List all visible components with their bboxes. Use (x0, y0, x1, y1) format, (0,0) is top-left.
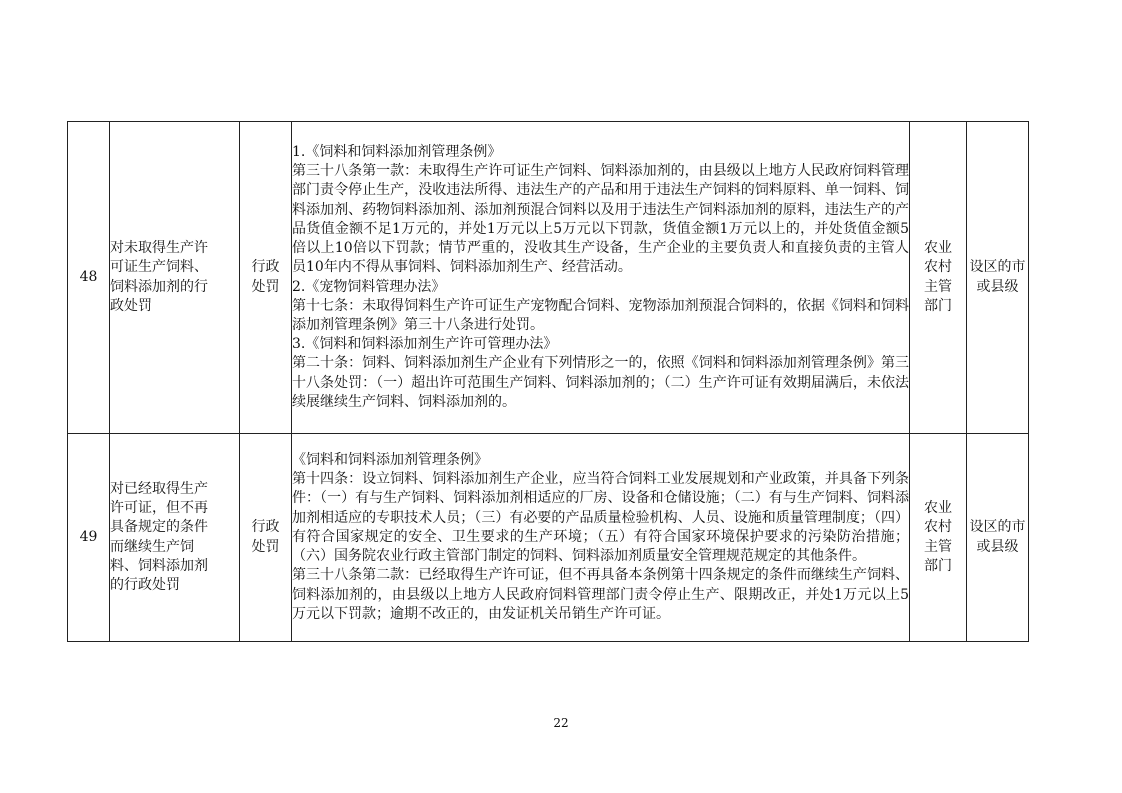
item-name-line: 对未取得生产许 (110, 240, 208, 257)
legal-basis-paragraph: 1.《饲料和饲料添加剂管理条例》 (292, 144, 502, 161)
item-type (240, 122, 292, 434)
department-line: 部门 (924, 557, 952, 574)
legal-basis (292, 434, 910, 642)
legal-basis-paragraph: 第三十八条第一款：未取得生产许可证生产饲料、饲料添加剂的，由县级以上地方人民政府饲料管理部门责令停止生产，没收违法所得、违法生产的产品和用于违法生产饲料的饲料原料、单一饲料、饲料添加剂、药物饲料添加剂、添加剂预混合饲料以及用于违法生产饲料添加剂的原料，违法生产的产品货值金额不足1万元的，并处1万元以上5万元以下罚款，货值金额1万元以上的，并处货值金额5倍以上10倍以下罚款；情节严重的，没收其生产设备，生产企业的主要负责人和直接负责的主管人员10年内不得从事饲料、饲料添加剂生产、经营活动。 (292, 163, 909, 276)
legal-basis-paragraph: 第二十条：饲料、饲料添加剂生产企业有下列情形之一的，依照《饲料和饲料添加剂管理条例》第三十八条处罚：（一）超出许可范围生产饲料、饲料添加剂的；（二）生产许可证有效期届满后，未依法续展继续生产饲料、饲料添加剂的。 (292, 355, 909, 410)
legal-basis-paragraph: 《饲料和饲料添加剂管理条例》 (292, 452, 488, 469)
item-name-line: 可证生产饲料、 (110, 259, 208, 276)
item-name-line: 而继续生产饲 (110, 538, 194, 555)
level-line: 设区的市 (969, 519, 1026, 536)
table-row (68, 434, 1029, 642)
item-type-line: 行政 (251, 259, 280, 276)
item-name-line: 具备规定的条件 (110, 519, 208, 536)
legal-basis-paragraph: 第十七条：未取得饲料生产许可证生产宠物配合饲料、宠物添加剂预混合饲料的，依据《饲料和饲料添加剂管理条例》第三十八条进行处罚。 (292, 297, 909, 333)
item-name-line: 饲料添加剂的行 (110, 278, 208, 295)
department-line: 农业 (924, 240, 952, 257)
item-name-line: 的行政处罚 (110, 576, 180, 593)
item-name (110, 122, 240, 434)
legal-basis-paragraph: 第三十八条第二款：已经取得生产许可证，但不再具备本条例第十四条规定的条件而继续生产饲料、饲料添加剂的，由县级以上地方人民政府饲料管理部门责令停止生产、限期改正，并处1万元以上5万元以下罚款；逾期不改正的，由发证机关吊销生产许可证。 (292, 567, 909, 622)
department-line: 部门 (924, 297, 952, 314)
legal-basis-paragraph: 2.《宠物饲料管理办法》 (292, 278, 446, 295)
item-type-line: 处罚 (251, 278, 280, 295)
page-number: 22 (553, 716, 569, 730)
legal-basis-paragraph: 第十四条：设立饲料、饲料添加剂生产企业，应当符合饲料工业发展规划和产业政策，并具备下列条件：（一）有与生产饲料、饲料添加剂相适应的厂房、设备和仓储设施；（二）有与生产饲料、饲料添加剂相适应的专职技术人员；（三）有必要的产品质量检验机构、人员、设施和质量管理制度；（四）有符合国家规定的安全、卫生要求的生产环境；（五）有符合国家环境保护要求的污染防治措施；（六）国务院农业行政主管部门制定的饲料、饲料添加剂质量安全管理规范规定的其他条件。 (292, 471, 909, 565)
row-number: 49 (68, 434, 110, 642)
legal-basis-paragraph: 3.《饲料和饲料添加剂生产许可管理办法》 (292, 336, 558, 353)
level-line: 或县级 (976, 538, 1019, 555)
department-line: 农村 (924, 259, 952, 276)
row-number: 48 (68, 122, 110, 434)
department-line: 农村 (924, 519, 952, 536)
item-name (110, 434, 240, 642)
department-line: 主管 (924, 538, 952, 555)
responsible-department (910, 122, 967, 434)
table-row (68, 122, 1029, 434)
level-line: 设区的市 (969, 259, 1026, 276)
item-name-line: 料、饲料添加剂 (110, 557, 208, 574)
department-line: 主管 (924, 278, 952, 295)
penalty-items-table (67, 121, 1029, 642)
legal-basis (292, 122, 910, 434)
item-type-line: 行政 (251, 519, 280, 536)
implementation-level (967, 122, 1029, 434)
item-type-line: 处罚 (251, 538, 280, 555)
item-name-line: 政处罚 (110, 297, 152, 314)
level-line: 或县级 (976, 278, 1019, 295)
item-name-line: 许可证，但不再 (110, 500, 208, 517)
implementation-level (967, 434, 1029, 642)
responsible-department (910, 434, 967, 642)
item-type (240, 434, 292, 642)
item-name-line: 对已经取得生产 (110, 480, 208, 497)
department-line: 农业 (924, 500, 952, 517)
